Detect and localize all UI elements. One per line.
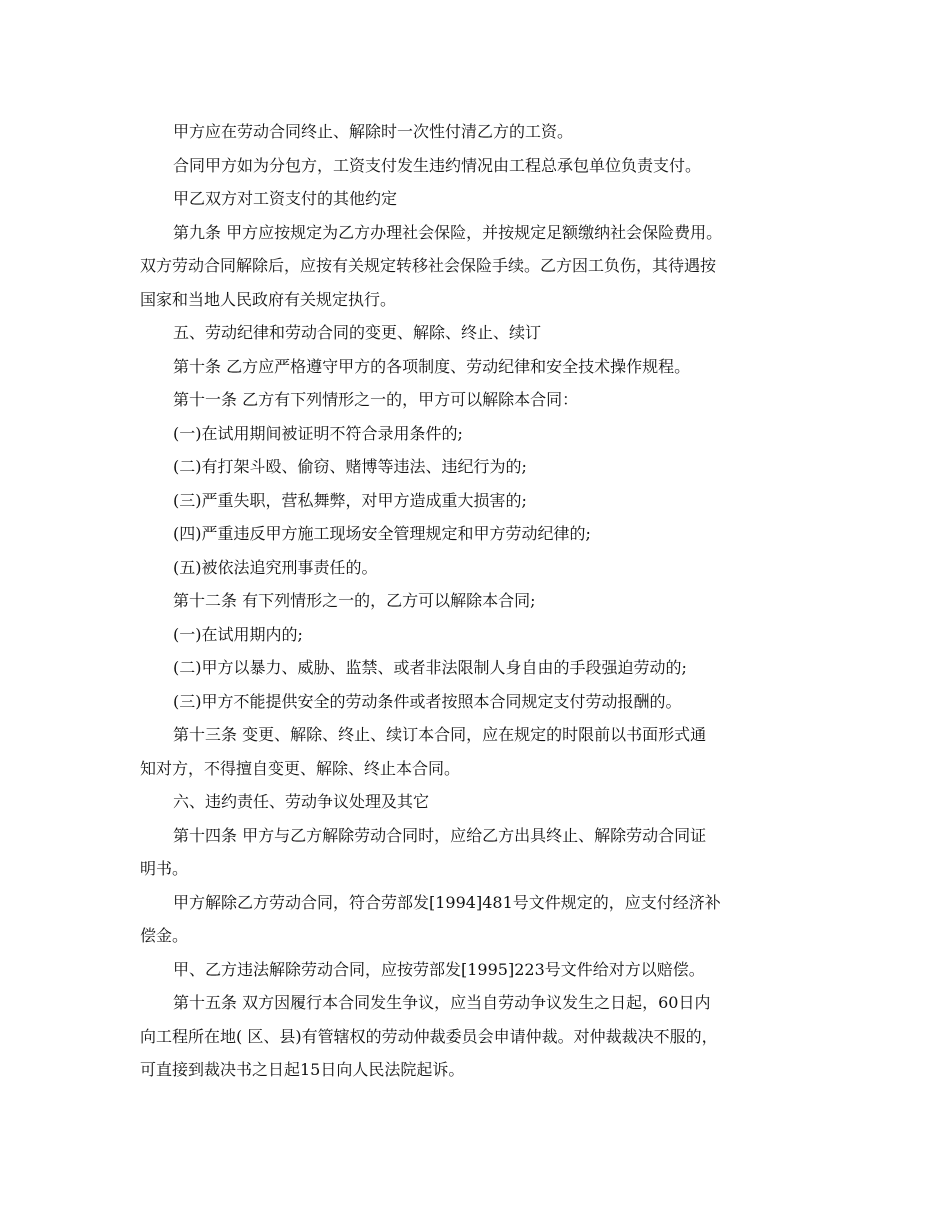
text-line: 偿金。	[140, 926, 189, 945]
list-item: (二)甲方以暴力、威胁、监禁、或者非法限制人身自由的手段强迫劳动的;	[173, 658, 687, 677]
document-page	[140, 115, 820, 1087]
text-line: 第十三条 变更、解除、终止、续订本合同，应在规定的时限前以书面形式通	[173, 725, 707, 744]
list-item: (四)严重违反甲方施工现场安全管理规定和甲方劳动纪律的;	[173, 524, 591, 543]
list-item: (一)在试用期内的;	[173, 624, 303, 644]
list-item: (五)被依法追究刑事责任的。	[173, 557, 378, 577]
section-heading: 六、违约责任、劳动争议处理及其它	[173, 792, 430, 811]
text-line: 可直接到裁决书之日起15日向人民法院起诉。	[140, 1060, 465, 1079]
list-item: (三)严重失职，营私舞弊，对甲方造成重大损害的;	[173, 490, 527, 510]
text-line: 甲、乙方违法解除劳动合同，应按劳部发[1995]223号文件给对方以赔偿。	[173, 959, 705, 979]
text-line: 第十四条 甲方与乙方解除劳动合同时，应给乙方出具终止、解除劳动合同证	[173, 825, 707, 845]
list-item: (三)甲方不能提供安全的劳动条件或者按照本合同规定支付劳动报酬的。	[173, 691, 682, 711]
list-item: (一)在试用期间被证明不符合录用条件的;	[173, 423, 463, 443]
text-line: 第十条 乙方应严格遵守甲方的各项制度、劳动纪律和安全技术操作规程。	[173, 356, 691, 376]
text-line: 双方劳动合同解除后，应按有关规定转移社会保险手续。乙方因工负伤，其待遇按	[140, 256, 717, 275]
text-line: 国家和当地人民政府有关规定执行。	[140, 289, 397, 309]
text-line: 甲方解除乙方劳动合同，符合劳部发[1994]481号文件规定的，应支付经济补	[173, 892, 721, 912]
text-line: 合同甲方如为分包方，工资支付发生违约情况由工程总承包单位负责支付。	[173, 155, 702, 175]
text-line: 第九条 甲方应按规定为乙方办理社会保险，并按规定足额缴纳社会保险费用。	[173, 222, 723, 242]
text-line: 明书。	[140, 859, 189, 878]
text-line: 第十一条 乙方有下列情形之一的，甲方可以解除本合同：	[173, 390, 579, 409]
section-heading: 五、劳动纪律和劳动合同的变更、解除、终止、续订	[173, 323, 542, 342]
text-line: 第十二条 有下列情形之一的，乙方可以解除本合同;	[173, 591, 536, 610]
list-item: (二)有打架斗殴、偷窃、赌博等违法、违纪行为的;	[173, 457, 527, 476]
text-line: 知对方，不得擅自变更、解除、终止本合同。	[140, 758, 461, 778]
text-line: 第十五条 双方因履行本合同发生争议，应当自劳动争议发生之日起，60日内	[173, 993, 711, 1012]
text-line: 向工程所在地( 区、县)有管辖权的劳动仲裁委员会申请仲裁。对仲裁裁决不服的，	[140, 1026, 718, 1046]
text-line: 甲方应在劳动合同终止、解除时一次性付清乙方的工资。	[173, 122, 574, 141]
text-line: 甲乙双方对工资支付的其他约定	[173, 189, 398, 208]
